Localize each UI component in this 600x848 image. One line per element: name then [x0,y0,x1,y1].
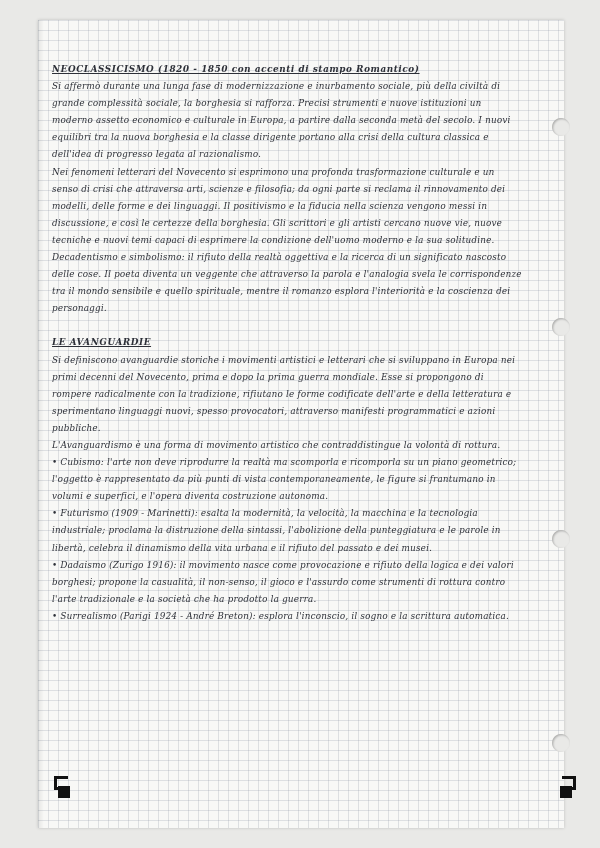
blank-line [52,318,522,335]
handwritten-notes [52,62,522,626]
note-paragraph: • Dadaismo (Zurigo 1916): il movimento nasce come provocazione e rifiuto della logica e dei valori borghesi; propone la casualità, il non-senso, il gioco e l'assurdo come strumenti di rottura contro l'arte tradizionale e la società che ha prodotto la guerra. [52,560,514,605]
binder-hole [552,734,570,752]
section-heading: NEOCLASSICISMO (1820 - 1850 con accenti di stampo Romantico) [52,65,420,75]
section-heading: LE AVANGUARDIE [52,338,152,349]
binder-hole [552,318,570,336]
page-edge-shadow [38,20,44,828]
note-paragraph: • Cubismo: l'arte non deve riprodurre la realtà ma scomporla e ricomporla su un piano geometrico; l'oggetto è rappresentato da più punti di vista contemporaneamente, le figure si frantumano in volumi e superfici, e l'opera diventa costruzione autonoma. [52,458,517,503]
note-paragraph: • Futurismo (1909 - Marinetti): esalta la modernità, la velocità, la macchina e la tecnologia industriale; proclama la distruzione della sintassi, l'abolizione della punteggiatura e le parole in libertà, celebra il dinamismo della vita urbana e il rifiuto del passato e dei musei. [52,509,501,554]
note-paragraph: Decadentismo e simbolismo: il rifiuto della realtà oggettiva e la ricerca di un significato nascosto delle cose. Il poeta diventa un veggente che attraverso la parola e l'analogia svela le corrispondenze tra il mondo sensibile e quello spirituale, mentre il romanzo esplora l'interiorità e la coscienza dei personaggi. [52,253,522,315]
note-paragraph: Si definiscono avanguardie storiche i movimenti artistici e letterari che si sviluppano in Europa nei primi decenni del Novecento, prima e dopo la prima guerra mondiale. Esse si propongono di rompere radicalmente con la tradizione, rifiutano le forme codificate dell'arte e della letteratura e sperimentano linguaggi nuovi, spesso provocatori, attraverso manifesti programmatici e azioni pubbliche. [52,355,516,434]
note-paragraph: L'Avanguardismo è una forma di movimento artistico che contraddistingue la volontà di rottura. [52,440,501,451]
scan-marker-square [58,786,70,798]
scan-marker-square [560,786,572,798]
note-paragraph: Nei fenomeni letterari del Novecento si esprimono una profonda trasformazione culturale e un senso di crisi che attraversa arti, scienze e filosofia; da ogni parte si reclama il rinnovamento dei modelli, delle forme e dei linguaggi. Il positivismo e la fiducia nella scienza vengono messi in discussione, e così le certezze della borghesia. Gli scrittori e gli artisti cercano nuove vie, nuove tecniche e nuovi temi capaci di esprimere la condizione dell'uomo moderno e la sua solitudine. [52,167,506,246]
note-paragraph: Si affermò durante una lunga fase di modernizzazione e inurbamento sociale, più della civiltà di grande complessità sociale, la borghesia si rafforza. Precisi strumenti e nuove istituzioni un moderno assetto economico e culturale in Europa, a partire dalla seconda metà del secolo. I nuovi equilibri tra la nuova borghesia e la classe dirigente portano alla crisi della cultura classica e dell'idea di progresso legata al razionalismo. [52,82,511,161]
binder-hole [552,530,570,548]
binder-hole [552,118,570,136]
note-paragraph: • Surrealismo (Parigi 1924 - André Breton): esplora l'inconscio, il sogno e la scrittura automatica. [52,611,509,622]
